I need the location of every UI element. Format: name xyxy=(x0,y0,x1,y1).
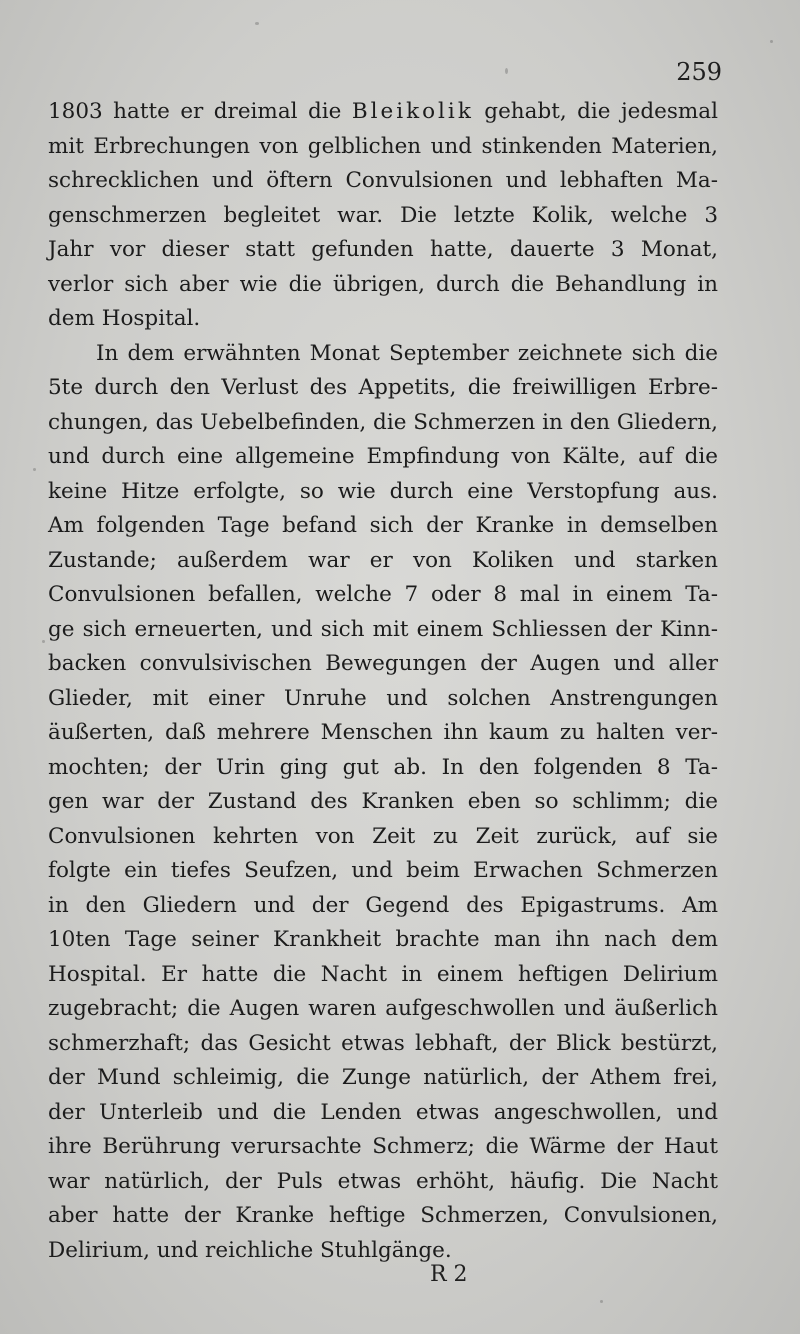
text-line: der Mund schleimig, die Zunge natürlich, der Athem frei, xyxy=(48,1065,718,1090)
page-number: 259 xyxy=(676,58,722,86)
text-line: schrecklichen und öftern Convulsionen und lebhaften Ma- xyxy=(48,168,718,193)
text-line: mit Erbrechungen von gelblichen und stinkenden Materien, xyxy=(48,133,718,159)
paper-speck xyxy=(255,22,259,25)
emphasized-word: Bleikolik xyxy=(351,99,474,124)
text-line: Delirium, und reichliche Stuhlgänge. xyxy=(48,1237,452,1263)
text-line: backen convulsivischen Bewegungen der Augen und aller xyxy=(48,651,718,676)
text-line: In dem erwähnten Monat September zeichnete sich die xyxy=(96,340,718,366)
text-line: Jahr vor dieser statt gefunden hatte, dauerte 3 Monat, xyxy=(48,237,718,262)
text-line: gen war der Zustand des Kranken eben so schlimm; die xyxy=(48,789,718,814)
text-line: 1803 hatte er dreimal die Bleikolik gehabt, die jedesmal xyxy=(48,99,718,124)
text-line: Convulsionen kehrten von Zeit zu Zeit zurück, auf sie xyxy=(48,823,718,849)
paper-speck xyxy=(600,1300,603,1303)
paper-speck xyxy=(33,468,36,471)
text-line: ge sich erneuerten, und sich mit einem Schliessen der Kinn- xyxy=(48,616,718,642)
text-line: mochten; der Urin ging gut ab. In den folgenden 8 Ta- xyxy=(48,754,718,780)
text-line: zugebracht; die Augen waren aufgeschwollen und äußerlich xyxy=(48,996,718,1021)
text-line: dem Hospital. xyxy=(48,306,201,331)
text-line: genschmerzen begleitet war. Die letzte Kolik, welche 3 xyxy=(48,202,718,228)
text-line: Am folgenden Tage befand sich der Kranke in demselben xyxy=(48,513,718,538)
text-line: schmerzhaft; das Gesicht etwas lebhaft, der Blick bestürzt, xyxy=(48,1030,718,1056)
text-line: Zustande; außerdem war er von Koliken und starken xyxy=(48,547,718,573)
text-line: und durch eine allgemeine Empfindung von Kälte, auf die xyxy=(48,444,718,469)
paper-speck xyxy=(42,640,45,643)
body-text xyxy=(48,95,718,1268)
text-line: verlor sich aber wie die übrigen, durch die Behandlung in xyxy=(48,271,718,297)
text-line: Glieder, mit einer Unruhe und solchen Anstrengungen xyxy=(48,685,718,711)
text-line: war natürlich, der Puls etwas erhöht, häufig. Die Nacht xyxy=(48,1168,718,1194)
text-line: keine Hitze erfolgte, so wie durch eine Verstopfung aus. xyxy=(48,478,718,504)
text-line: der Unterleib und die Lenden etwas angeschwollen, und xyxy=(48,1099,718,1125)
text-line: ihre Berührung verursachte Schmerz; die Wärme der Haut xyxy=(48,1134,718,1159)
text-line: 10ten Tage seiner Krankheit brachte man ihn nach dem xyxy=(48,927,718,952)
text-line: aber hatte der Kranke heftige Schmerzen, Convulsionen, xyxy=(48,1203,718,1228)
paper-speck xyxy=(505,68,508,74)
paper-speck xyxy=(770,40,773,43)
text-line: 5te durch den Verlust des Appetits, die freiwilligen Erbre- xyxy=(48,375,718,400)
text-line: Hospital. Er hatte die Nacht in einem heftigen Delirium xyxy=(48,961,718,987)
text-line: äußerten, daß mehrere Menschen ihn kaum zu halten ver- xyxy=(48,720,718,745)
text-line: chungen, das Uebelbefinden, die Schmerzen in den Gliedern, xyxy=(48,409,718,435)
text-line: folgte ein tiefes Seufzen, und beim Erwachen Schmerzen xyxy=(48,858,718,883)
text-line: Convulsionen befallen, welche 7 oder 8 mal in einem Ta- xyxy=(48,582,718,607)
signature-mark: R 2 xyxy=(430,1262,468,1287)
text-line: in den Gliedern und der Gegend des Epigastrums. Am xyxy=(48,892,718,918)
